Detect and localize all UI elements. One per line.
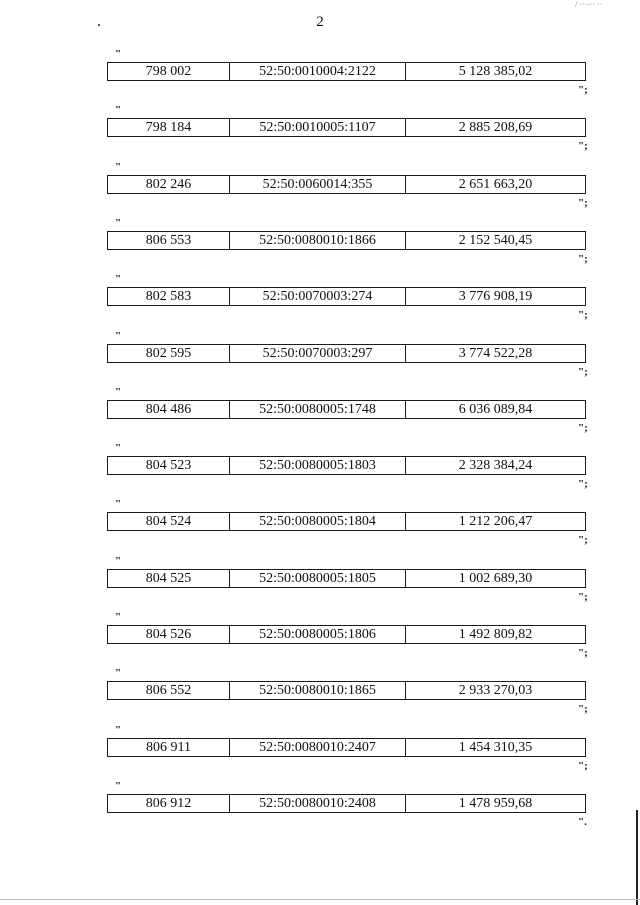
table-row [0,386,640,442]
table-row [0,498,640,554]
table-row [0,330,640,386]
object-number-cell: 798 002 [108,63,230,80]
opening-quote-mark: " [115,385,123,398]
cadastral-number-cell: 52:50:0080010:1865 [230,682,406,699]
object-number-cell: 804 523 [108,457,230,474]
opening-quote-mark: " [115,104,123,117]
closing-quote-mark: "; [578,703,588,716]
cadastral-value-cell: 1 492 809,82 [458,627,533,642]
table-row-cells [107,175,586,194]
cadastral-value-cell: 2 651 663,20 [458,176,533,192]
cadastral-number-cell: 52:50:0010005:1107 [230,119,406,136]
closing-quote-mark: "; [578,252,588,265]
table-row [0,555,640,611]
opening-quote-mark: " [115,779,123,792]
page-number: 2 [316,14,324,30]
cadastral-value-cell: 2 328 384,24 [458,458,533,474]
object-number-cell: 806 552 [108,682,230,699]
scan-page-edge [636,810,638,905]
opening-quote-mark: " [115,667,123,680]
closing-quote-mark: ". [578,815,587,828]
table-row [0,611,640,667]
scan-corner-mark: / ···-·· ·· [575,0,603,9]
table-row-cells [107,344,586,363]
cadastral-number-cell: 52:50:0080005:1805 [230,570,406,587]
closing-quote-mark: "; [578,84,588,96]
cadastral-value-cell: 3 776 908,19 [458,289,533,305]
closing-quote-mark: "; [578,534,588,547]
cadastral-value-cell: 1 002 689,30 [458,570,533,586]
opening-quote-mark: " [115,216,123,229]
object-number-cell: 804 524 [108,513,230,530]
closing-quote-mark: "; [578,309,588,322]
cadastral-value-cell: 1 212 206,47 [458,514,533,530]
object-number-cell: 802 246 [108,176,230,193]
object-number-cell: 804 486 [108,401,230,418]
closing-quote-mark: "; [578,590,588,603]
cadastral-value-cell: 2 152 540,45 [458,232,533,248]
object-number-cell: 806 553 [108,232,230,249]
cadastral-value-cell: 2 933 270,03 [458,683,533,699]
cadastral-number-cell: 52:50:0080005:1806 [230,626,406,643]
cadastral-number-cell: 52:50:0070003:274 [230,288,406,305]
cadastral-number-cell: 52:50:0080005:1748 [230,401,406,418]
table-row [0,442,640,498]
table-row [0,273,640,329]
closing-quote-mark: "; [578,196,588,209]
opening-quote-mark: " [115,160,123,173]
opening-quote-mark: " [115,723,123,736]
object-number-cell: 802 595 [108,345,230,362]
opening-quote-mark: " [115,329,123,342]
cadastral-number-cell: 52:50:0080010:2407 [230,739,406,756]
opening-quote-mark: " [115,611,123,623]
table-row [0,161,640,217]
closing-quote-mark: "; [578,759,588,772]
table-row-cells [107,681,586,700]
closing-quote-mark: "; [578,365,588,378]
closing-quote-mark: "; [578,421,588,434]
table-row [0,780,640,836]
opening-quote-mark: " [115,442,123,455]
object-number-cell: 806 911 [108,739,230,756]
opening-quote-mark: " [115,498,123,511]
table-row [0,724,640,780]
cadastral-number-cell: 52:50:0060014:355 [230,176,406,193]
opening-quote-mark: " [115,273,123,286]
cadastral-value-cell: 1 478 959,68 [458,795,533,811]
closing-quote-mark: "; [578,478,588,491]
table-row [0,217,640,273]
cadastral-value-cell: 5 128 385,02 [458,64,533,79]
table-row-cells [107,118,586,137]
table-row-cells [107,625,586,644]
object-number-cell: 806 912 [108,795,230,812]
object-number-cell: 804 526 [108,626,230,643]
cadastral-value-cell: 1 454 310,35 [458,739,533,755]
cadastral-number-cell: 52:50:0080005:1804 [230,513,406,530]
cadastral-number-cell: 52:50:0070003:297 [230,345,406,362]
table-row-cells [107,287,586,306]
cadastral-value-cell: 3 774 522,28 [458,345,533,361]
table-row-cells [107,569,586,588]
object-number-cell: 802 583 [108,288,230,305]
table-row-cells [107,231,586,250]
scan-bottom-edge [0,899,640,900]
scan-speck [98,24,100,26]
opening-quote-mark: " [115,554,123,567]
closing-quote-mark: "; [578,140,588,153]
table-row-cells [107,512,586,531]
table-row-cells [107,794,586,813]
table-row [0,104,640,160]
table-row-cells [107,738,586,757]
table-row-cells [107,400,586,419]
table-row [0,48,640,104]
table-row-cells [107,456,586,475]
opening-quote-mark: " [115,48,123,60]
cadastral-number-cell: 52:50:0080010:1866 [230,232,406,249]
cadastral-value-cell: 2 885 208,69 [458,120,533,136]
closing-quote-mark: "; [578,647,588,659]
table-row-cells [107,62,586,81]
object-number-cell: 804 525 [108,570,230,587]
object-number-cell: 798 184 [108,119,230,136]
cadastral-number-cell: 52:50:0080010:2408 [230,795,406,812]
cadastral-value-cell: 6 036 089,84 [458,401,533,417]
cadastral-number-cell: 52:50:0010004:2122 [230,63,406,80]
cadastral-number-cell: 52:50:0080005:1803 [230,457,406,474]
table-row [0,667,640,723]
